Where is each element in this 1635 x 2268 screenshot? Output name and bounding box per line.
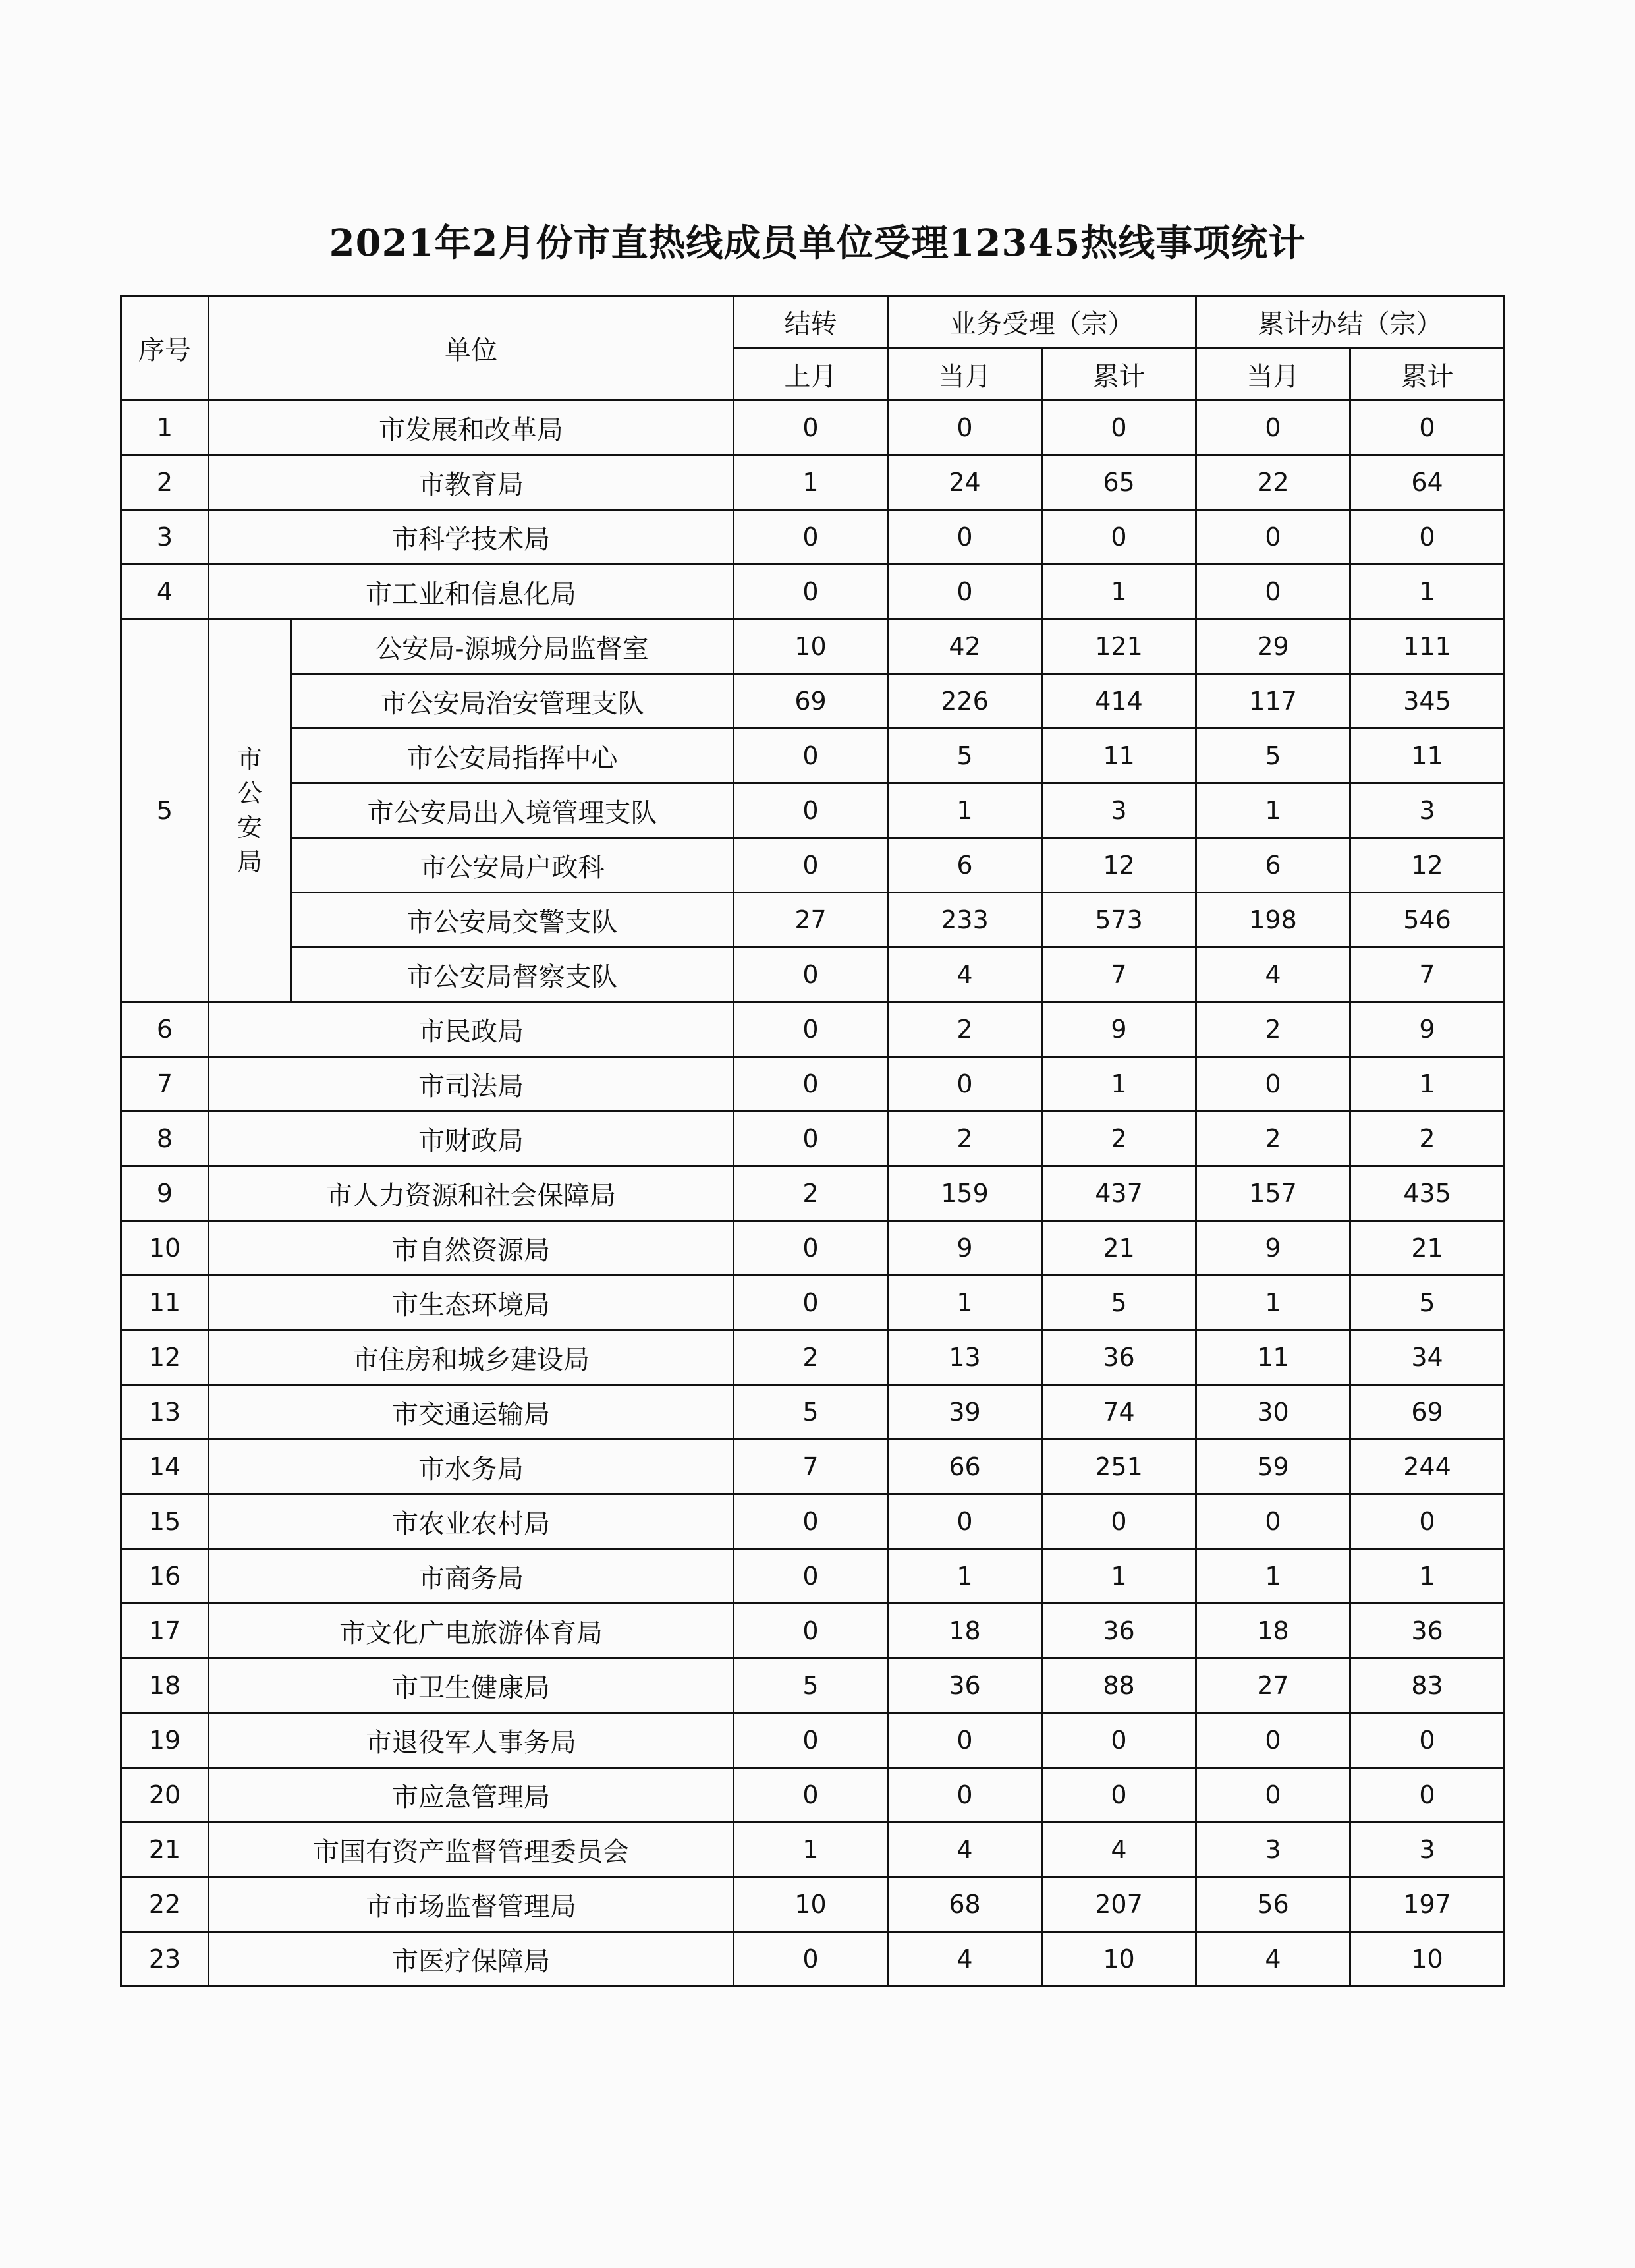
row-carry-last-month: 10 bbox=[734, 1877, 888, 1932]
row-seq: 15 bbox=[121, 1494, 209, 1549]
row-done-this-month: 0 bbox=[1196, 565, 1350, 619]
row-carry-last-month: 69 bbox=[734, 674, 888, 729]
row-carry-last-month: 0 bbox=[734, 1768, 888, 1823]
row-unit-name: 市市场监督管理局 bbox=[209, 1877, 734, 1932]
table-row bbox=[121, 1002, 1505, 1057]
row-accept-cumulative: 437 bbox=[1042, 1166, 1196, 1221]
statistics-table bbox=[120, 295, 1505, 1987]
row-done-this-month: 6 bbox=[1196, 838, 1350, 893]
row-seq: 13 bbox=[121, 1385, 209, 1440]
row-seq: 7 bbox=[121, 1057, 209, 1112]
row-carry-last-month: 5 bbox=[734, 1658, 888, 1713]
row-accept-cumulative: 1 bbox=[1042, 1057, 1196, 1112]
row-unit-name: 市卫生健康局 bbox=[209, 1658, 734, 1713]
row-done-this-month: 1 bbox=[1196, 783, 1350, 838]
row-accept-cumulative: 1 bbox=[1042, 1549, 1196, 1604]
row-accept-cumulative: 11 bbox=[1042, 729, 1196, 783]
row-carry-last-month: 2 bbox=[734, 1166, 888, 1221]
row-seq: 8 bbox=[121, 1112, 209, 1166]
row-unit-name: 市财政局 bbox=[209, 1112, 734, 1166]
row-accept-this-month: 0 bbox=[888, 1768, 1042, 1823]
police-group-label-char: 公 bbox=[236, 779, 262, 808]
row-accept-cumulative: 0 bbox=[1042, 1768, 1196, 1823]
row-seq: 9 bbox=[121, 1166, 209, 1221]
row-accept-this-month: 0 bbox=[888, 401, 1042, 455]
row-carry-last-month: 0 bbox=[734, 1932, 888, 1987]
row-accept-cumulative: 3 bbox=[1042, 783, 1196, 838]
row-seq: 2 bbox=[121, 455, 209, 510]
row-seq: 20 bbox=[121, 1768, 209, 1823]
row-done-cumulative: 34 bbox=[1350, 1330, 1505, 1385]
row-accept-this-month: 9 bbox=[888, 1221, 1042, 1276]
row-done-cumulative: 64 bbox=[1350, 455, 1505, 510]
row-seq: 16 bbox=[121, 1549, 209, 1604]
row-carry-last-month: 0 bbox=[734, 1713, 888, 1768]
row-accept-cumulative: 1 bbox=[1042, 565, 1196, 619]
row-carry-last-month: 0 bbox=[734, 1112, 888, 1166]
row-done-this-month: 5 bbox=[1196, 729, 1350, 783]
row-carry-last-month: 2 bbox=[734, 1330, 888, 1385]
row-carry-last-month: 5 bbox=[734, 1385, 888, 1440]
row-done-cumulative: 0 bbox=[1350, 1768, 1505, 1823]
row-done-cumulative: 1 bbox=[1350, 1549, 1505, 1604]
row-carry-last-month: 0 bbox=[734, 783, 888, 838]
row-accept-this-month: 68 bbox=[888, 1877, 1042, 1932]
row-done-cumulative: 10 bbox=[1350, 1932, 1505, 1987]
row-accept-this-month: 0 bbox=[888, 1494, 1042, 1549]
row-accept-this-month: 5 bbox=[888, 729, 1042, 783]
row-unit-name: 市公安局交警支队 bbox=[291, 893, 734, 948]
row-done-this-month: 0 bbox=[1196, 1494, 1350, 1549]
row-unit-name: 市教育局 bbox=[209, 455, 734, 510]
row-accept-cumulative: 88 bbox=[1042, 1658, 1196, 1713]
row-done-cumulative: 111 bbox=[1350, 619, 1505, 674]
table-row bbox=[121, 1494, 1505, 1549]
header-last-month: 上月 bbox=[734, 349, 888, 401]
table-row bbox=[121, 1166, 1505, 1221]
row-done-cumulative: 3 bbox=[1350, 1823, 1505, 1877]
row-done-this-month: 3 bbox=[1196, 1823, 1350, 1877]
row-done-this-month: 0 bbox=[1196, 1713, 1350, 1768]
row-done-this-month: 1 bbox=[1196, 1276, 1350, 1330]
table-row bbox=[121, 948, 1505, 1002]
table-row bbox=[121, 401, 1505, 455]
row-unit-name: 市商务局 bbox=[209, 1549, 734, 1604]
row-carry-last-month: 0 bbox=[734, 1276, 888, 1330]
row-unit-name: 市发展和改革局 bbox=[209, 401, 734, 455]
header-done: 累计办结（宗） bbox=[1196, 296, 1505, 349]
table-row bbox=[121, 1221, 1505, 1276]
table-row bbox=[121, 1823, 1505, 1877]
row-accept-this-month: 36 bbox=[888, 1658, 1042, 1713]
row-accept-this-month: 1 bbox=[888, 1276, 1042, 1330]
table-row bbox=[121, 1330, 1505, 1385]
row-accept-cumulative: 2 bbox=[1042, 1112, 1196, 1166]
row-unit-name: 市公安局治安管理支队 bbox=[291, 674, 734, 729]
row-accept-cumulative: 7 bbox=[1042, 948, 1196, 1002]
row-done-this-month: 2 bbox=[1196, 1002, 1350, 1057]
row-accept-this-month: 0 bbox=[888, 510, 1042, 565]
row-accept-cumulative: 10 bbox=[1042, 1932, 1196, 1987]
row-done-cumulative: 0 bbox=[1350, 1494, 1505, 1549]
row-unit-name: 市医疗保障局 bbox=[209, 1932, 734, 1987]
row-done-cumulative: 435 bbox=[1350, 1166, 1505, 1221]
table-row bbox=[121, 674, 1505, 729]
row-accept-this-month: 2 bbox=[888, 1002, 1042, 1057]
table-body bbox=[121, 401, 1505, 1987]
header-seq: 序号 bbox=[121, 296, 209, 401]
row-done-cumulative: 345 bbox=[1350, 674, 1505, 729]
header-accept-cumulative: 累计 bbox=[1042, 349, 1196, 401]
row-done-cumulative: 1 bbox=[1350, 565, 1505, 619]
header-accept: 业务受理（宗） bbox=[888, 296, 1196, 349]
row-done-cumulative: 197 bbox=[1350, 1877, 1505, 1932]
table-row bbox=[121, 729, 1505, 783]
row-carry-last-month: 10 bbox=[734, 619, 888, 674]
row-seq: 1 bbox=[121, 401, 209, 455]
header-carry: 结转 bbox=[734, 296, 888, 349]
row-unit-name: 市民政局 bbox=[209, 1002, 734, 1057]
row-carry-last-month: 0 bbox=[734, 838, 888, 893]
row-carry-last-month: 0 bbox=[734, 1494, 888, 1549]
row-carry-last-month: 0 bbox=[734, 729, 888, 783]
row-done-this-month: 1 bbox=[1196, 1549, 1350, 1604]
header-accept-this-month: 当月 bbox=[888, 349, 1042, 401]
row-unit-name: 市司法局 bbox=[209, 1057, 734, 1112]
row-done-cumulative: 83 bbox=[1350, 1658, 1505, 1713]
row-unit-name: 市工业和信息化局 bbox=[209, 565, 734, 619]
row-unit-name: 市公安局出入境管理支队 bbox=[291, 783, 734, 838]
row-accept-cumulative: 121 bbox=[1042, 619, 1196, 674]
row-accept-this-month: 159 bbox=[888, 1166, 1042, 1221]
row-done-cumulative: 11 bbox=[1350, 729, 1505, 783]
row-done-this-month: 0 bbox=[1196, 1057, 1350, 1112]
row-carry-last-month: 1 bbox=[734, 455, 888, 510]
police-group-label bbox=[209, 619, 291, 1002]
table-row bbox=[121, 1604, 1505, 1658]
row-done-this-month: 117 bbox=[1196, 674, 1350, 729]
row-accept-this-month: 0 bbox=[888, 1713, 1042, 1768]
row-accept-cumulative: 4 bbox=[1042, 1823, 1196, 1877]
header-row-1 bbox=[121, 296, 1505, 349]
row-accept-this-month: 4 bbox=[888, 1823, 1042, 1877]
row-accept-this-month: 6 bbox=[888, 838, 1042, 893]
row-done-cumulative: 36 bbox=[1350, 1604, 1505, 1658]
row-accept-cumulative: 9 bbox=[1042, 1002, 1196, 1057]
row-unit-name: 市文化广电旅游体育局 bbox=[209, 1604, 734, 1658]
row-seq: 6 bbox=[121, 1002, 209, 1057]
row-seq: 12 bbox=[121, 1330, 209, 1385]
table-row bbox=[121, 893, 1505, 948]
row-unit-name: 市应急管理局 bbox=[209, 1768, 734, 1823]
row-accept-cumulative: 36 bbox=[1042, 1330, 1196, 1385]
row-accept-cumulative: 65 bbox=[1042, 455, 1196, 510]
row-unit-name: 市公安局指挥中心 bbox=[291, 729, 734, 783]
row-carry-last-month: 0 bbox=[734, 401, 888, 455]
row-accept-this-month: 2 bbox=[888, 1112, 1042, 1166]
row-accept-cumulative: 251 bbox=[1042, 1440, 1196, 1494]
table-row bbox=[121, 1932, 1505, 1987]
row-accept-cumulative: 5 bbox=[1042, 1276, 1196, 1330]
table-row bbox=[121, 1440, 1505, 1494]
table-row bbox=[121, 455, 1505, 510]
row-seq: 11 bbox=[121, 1276, 209, 1330]
table-row bbox=[121, 1713, 1505, 1768]
row-carry-last-month: 0 bbox=[734, 1002, 888, 1057]
row-accept-this-month: 0 bbox=[888, 1057, 1042, 1112]
page-title: 2021年2月份市直热线成员单位受理12345热线事项统计 bbox=[329, 221, 1306, 265]
row-unit-name: 市公安局督察支队 bbox=[291, 948, 734, 1002]
row-done-cumulative: 0 bbox=[1350, 401, 1505, 455]
row-done-this-month: 4 bbox=[1196, 948, 1350, 1002]
row-accept-this-month: 1 bbox=[888, 1549, 1042, 1604]
row-accept-this-month: 18 bbox=[888, 1604, 1042, 1658]
table-row bbox=[121, 565, 1505, 619]
row-unit-name: 市水务局 bbox=[209, 1440, 734, 1494]
row-carry-last-month: 0 bbox=[734, 948, 888, 1002]
row-seq: 18 bbox=[121, 1658, 209, 1713]
table-row bbox=[121, 1877, 1505, 1932]
row-carry-last-month: 27 bbox=[734, 893, 888, 948]
row-accept-this-month: 4 bbox=[888, 948, 1042, 1002]
row-unit-name: 市农业农村局 bbox=[209, 1494, 734, 1549]
row-accept-this-month: 4 bbox=[888, 1932, 1042, 1987]
row-done-cumulative: 244 bbox=[1350, 1440, 1505, 1494]
row-carry-last-month: 1 bbox=[734, 1823, 888, 1877]
row-unit-name: 市人力资源和社会保障局 bbox=[209, 1166, 734, 1221]
table-row bbox=[121, 838, 1505, 893]
row-done-this-month: 9 bbox=[1196, 1221, 1350, 1276]
row-done-this-month: 29 bbox=[1196, 619, 1350, 674]
row-done-this-month: 0 bbox=[1196, 1768, 1350, 1823]
row-accept-cumulative: 36 bbox=[1042, 1604, 1196, 1658]
row-accept-this-month: 0 bbox=[888, 565, 1042, 619]
table-row bbox=[121, 1385, 1505, 1440]
header-done-cumulative: 累计 bbox=[1350, 349, 1505, 401]
row-unit-name: 市交通运输局 bbox=[209, 1385, 734, 1440]
row-done-cumulative: 7 bbox=[1350, 948, 1505, 1002]
row-done-this-month: 157 bbox=[1196, 1166, 1350, 1221]
row-done-this-month: 18 bbox=[1196, 1604, 1350, 1658]
row-done-this-month: 0 bbox=[1196, 401, 1350, 455]
row-seq: 10 bbox=[121, 1221, 209, 1276]
table-row bbox=[121, 783, 1505, 838]
row-done-this-month: 11 bbox=[1196, 1330, 1350, 1385]
row-unit-name: 市自然资源局 bbox=[209, 1221, 734, 1276]
row-seq: 19 bbox=[121, 1713, 209, 1768]
row-accept-this-month: 66 bbox=[888, 1440, 1042, 1494]
row-seq: 23 bbox=[121, 1932, 209, 1987]
row-unit-name: 市国有资产监督管理委员会 bbox=[209, 1823, 734, 1877]
row-accept-cumulative: 0 bbox=[1042, 510, 1196, 565]
row-done-cumulative: 0 bbox=[1350, 1713, 1505, 1768]
table-row bbox=[121, 1768, 1505, 1823]
row-done-this-month: 27 bbox=[1196, 1658, 1350, 1713]
table-row bbox=[121, 619, 1505, 674]
row-done-cumulative: 21 bbox=[1350, 1221, 1505, 1276]
row-done-cumulative: 5 bbox=[1350, 1276, 1505, 1330]
row-accept-this-month: 24 bbox=[888, 455, 1042, 510]
row-accept-this-month: 42 bbox=[888, 619, 1042, 674]
row-seq: 4 bbox=[121, 565, 209, 619]
row-carry-last-month: 0 bbox=[734, 1221, 888, 1276]
row-seq: 5 bbox=[121, 619, 209, 1002]
row-done-cumulative: 1 bbox=[1350, 1057, 1505, 1112]
row-accept-this-month: 39 bbox=[888, 1385, 1042, 1440]
row-accept-cumulative: 0 bbox=[1042, 1713, 1196, 1768]
row-done-this-month: 59 bbox=[1196, 1440, 1350, 1494]
row-done-cumulative: 2 bbox=[1350, 1112, 1505, 1166]
row-done-this-month: 22 bbox=[1196, 455, 1350, 510]
row-accept-cumulative: 0 bbox=[1042, 401, 1196, 455]
row-unit-name: 市住房和城乡建设局 bbox=[209, 1330, 734, 1385]
table-row bbox=[121, 1112, 1505, 1166]
row-done-this-month: 2 bbox=[1196, 1112, 1350, 1166]
row-carry-last-month: 0 bbox=[734, 510, 888, 565]
row-unit-name: 市退役军人事务局 bbox=[209, 1713, 734, 1768]
row-accept-cumulative: 74 bbox=[1042, 1385, 1196, 1440]
row-accept-cumulative: 573 bbox=[1042, 893, 1196, 948]
header-unit: 单位 bbox=[209, 296, 734, 401]
row-seq: 22 bbox=[121, 1877, 209, 1932]
row-seq: 3 bbox=[121, 510, 209, 565]
row-accept-cumulative: 12 bbox=[1042, 838, 1196, 893]
row-done-this-month: 4 bbox=[1196, 1932, 1350, 1987]
row-accept-cumulative: 0 bbox=[1042, 1494, 1196, 1549]
row-done-this-month: 56 bbox=[1196, 1877, 1350, 1932]
header-done-this-month: 当月 bbox=[1196, 349, 1350, 401]
row-done-this-month: 30 bbox=[1196, 1385, 1350, 1440]
row-accept-cumulative: 207 bbox=[1042, 1877, 1196, 1932]
row-done-cumulative: 9 bbox=[1350, 1002, 1505, 1057]
row-accept-this-month: 233 bbox=[888, 893, 1042, 948]
table-row bbox=[121, 1276, 1505, 1330]
row-done-cumulative: 546 bbox=[1350, 893, 1505, 948]
row-accept-cumulative: 21 bbox=[1042, 1221, 1196, 1276]
row-carry-last-month: 0 bbox=[734, 1057, 888, 1112]
row-done-cumulative: 0 bbox=[1350, 510, 1505, 565]
row-unit-name: 市公安局户政科 bbox=[291, 838, 734, 893]
police-group-label-char: 市 bbox=[236, 745, 262, 774]
row-accept-this-month: 226 bbox=[888, 674, 1042, 729]
row-accept-cumulative: 414 bbox=[1042, 674, 1196, 729]
row-unit-name: 市生态环境局 bbox=[209, 1276, 734, 1330]
row-carry-last-month: 7 bbox=[734, 1440, 888, 1494]
row-seq: 14 bbox=[121, 1440, 209, 1494]
row-carry-last-month: 0 bbox=[734, 1549, 888, 1604]
table-row bbox=[121, 1658, 1505, 1713]
row-unit-name: 市科学技术局 bbox=[209, 510, 734, 565]
row-seq: 17 bbox=[121, 1604, 209, 1658]
row-done-cumulative: 3 bbox=[1350, 783, 1505, 838]
police-group-label-char: 安 bbox=[236, 813, 262, 842]
row-accept-this-month: 1 bbox=[888, 783, 1042, 838]
table-row bbox=[121, 510, 1505, 565]
row-accept-this-month: 13 bbox=[888, 1330, 1042, 1385]
row-unit-name: 公安局-源城分局监督室 bbox=[291, 619, 734, 674]
police-group-label-char: 局 bbox=[236, 847, 262, 876]
row-seq: 21 bbox=[121, 1823, 209, 1877]
table-row bbox=[121, 1057, 1505, 1112]
row-done-this-month: 198 bbox=[1196, 893, 1350, 948]
row-carry-last-month: 0 bbox=[734, 1604, 888, 1658]
row-carry-last-month: 0 bbox=[734, 565, 888, 619]
table-row bbox=[121, 1549, 1505, 1604]
row-done-cumulative: 69 bbox=[1350, 1385, 1505, 1440]
row-done-this-month: 0 bbox=[1196, 510, 1350, 565]
row-done-cumulative: 12 bbox=[1350, 838, 1505, 893]
